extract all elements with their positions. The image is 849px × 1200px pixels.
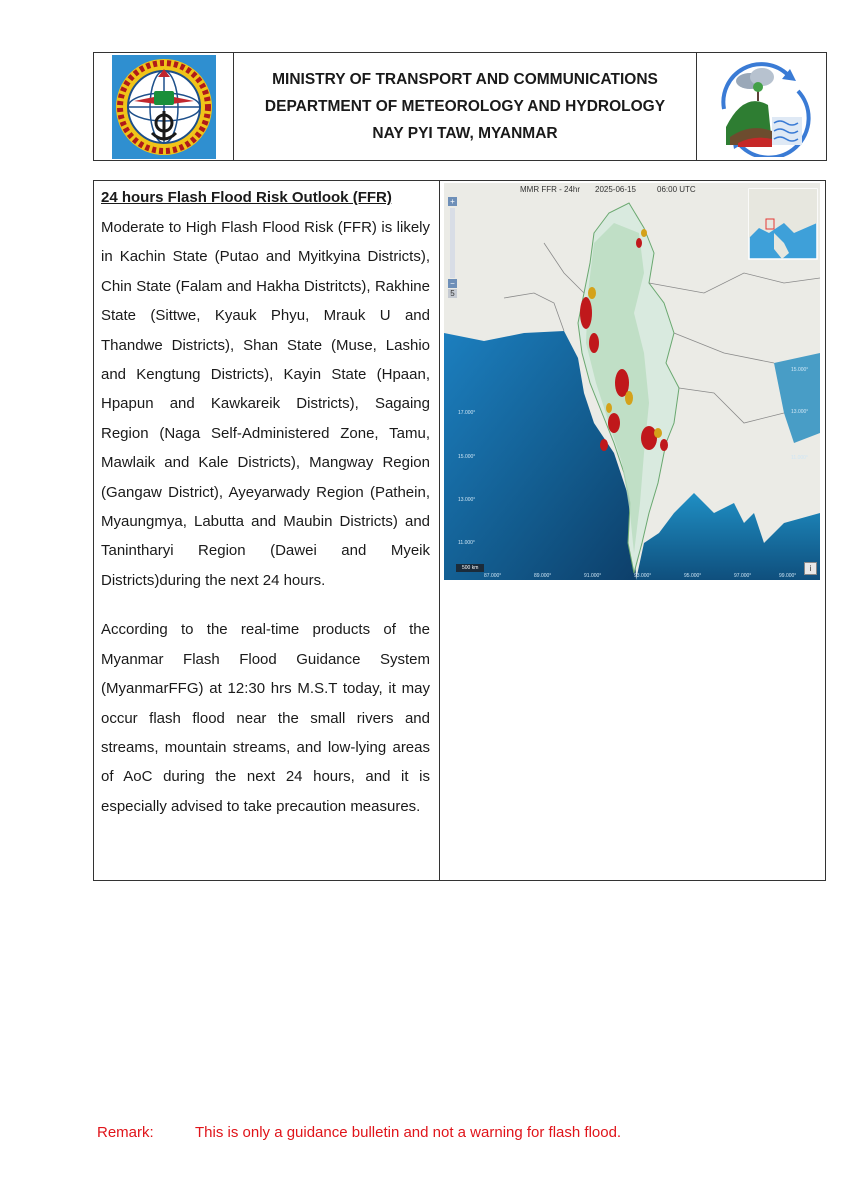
svg-text:99.000°: 99.000° <box>779 573 797 579</box>
map-canvas <box>444 183 820 580</box>
ministry-emblem-icon <box>112 55 216 159</box>
svg-text:15.000°: 15.000° <box>791 367 809 373</box>
header-title-block <box>234 53 696 160</box>
svg-text:11.000°: 11.000° <box>458 540 475 546</box>
svg-text:17.000°: 17.000° <box>458 410 476 416</box>
svg-text:15.000°: 15.000° <box>458 454 476 460</box>
inset-map <box>749 189 817 259</box>
ffr-map[interactable] <box>444 183 820 580</box>
svg-text:89.000°: 89.000° <box>534 573 552 579</box>
outlook-text-cell <box>94 181 440 880</box>
outlook-paragraph-guidance: According to the real-time products of the Myanmar Flash Flood Guidance System (MyanmarFFG) at 12:30 hrs M.S.T today, it may occur flash flood near the small rivers and streams, mountain streams, and low-lying areas of AoC during the next 24 hours, and it is especially advised to take precaution measures. <box>101 621 430 815</box>
svg-text:13.000°: 13.000° <box>791 409 809 415</box>
map-time: 06:00 UTC <box>657 185 696 194</box>
header-ministry: MINISTRY OF TRANSPORT AND COMMUNICATIONS <box>272 70 658 88</box>
bulletin-header <box>93 52 827 161</box>
remark-label: Remark: <box>97 1124 154 1141</box>
zoom-out-button[interactable]: − <box>448 279 457 288</box>
map-scale-bar: 500 km <box>456 564 484 572</box>
svg-text:13.000°: 13.000° <box>458 497 476 503</box>
header-department: DEPARTMENT OF METEOROLOGY AND HYDROLOGY <box>264 97 666 115</box>
zoom-level: 5 <box>448 289 457 298</box>
remark-text: This is only a guidance bulletin and not a warning for flash flood. <box>195 1124 622 1141</box>
outlook-paragraph-risk: Moderate to High Flash Flood Risk (FFR) is likely in Kachin State (Putao and Myitkyina Districts), Chin State (Falam and Hakha Distritcts), Rakhine State (Sittwe, Kyauk Phyu, Mrauk U and Thandwe Districts), Shan State (Muse, Lashio and Kengtung Districts), Kayin State (Hpaan, Hpapun and Kawkareik Districts), Sagaing Region (Naga Self-Administered Zone, Tamu, Mawlaik and Kale Districts), Mangway Region (Gangaw District), Ayeyarwady Region (Pathein, Myaungmya, Labutta and Maubin Districts) and Tanintharyi Region (Dawei and Myeik Districts)during the next 24 hours. <box>101 219 430 589</box>
left-logo-cell <box>94 53 234 160</box>
zoom-in-button[interactable]: + <box>448 197 457 206</box>
map-product: MMR FFR - 24hr <box>520 185 580 194</box>
outlook-title: 24 hours Flash Flood Risk Outlook (FFR) <box>101 189 392 206</box>
right-logo-cell <box>696 53 826 160</box>
header-location: NAY PYI TAW, MYANMAR <box>372 124 558 142</box>
svg-text:87.000°: 87.000° <box>484 573 502 579</box>
svg-text:11.000°: 11.000° <box>791 455 808 461</box>
svg-text:93.000°: 93.000° <box>634 573 652 579</box>
map-date: 2025-06-15 <box>595 185 636 194</box>
outlook-table <box>93 180 826 881</box>
info-button[interactable]: i <box>804 562 817 575</box>
svg-text:95.000°: 95.000° <box>684 573 702 579</box>
remark <box>97 1124 621 1141</box>
svg-text:97.000°: 97.000° <box>734 573 752 579</box>
outlook-map-cell <box>440 181 825 880</box>
zoom-slider[interactable] <box>450 208 455 278</box>
svg-text:91.000°: 91.000° <box>584 573 602 579</box>
hydrological-cycle-icon <box>710 57 814 157</box>
